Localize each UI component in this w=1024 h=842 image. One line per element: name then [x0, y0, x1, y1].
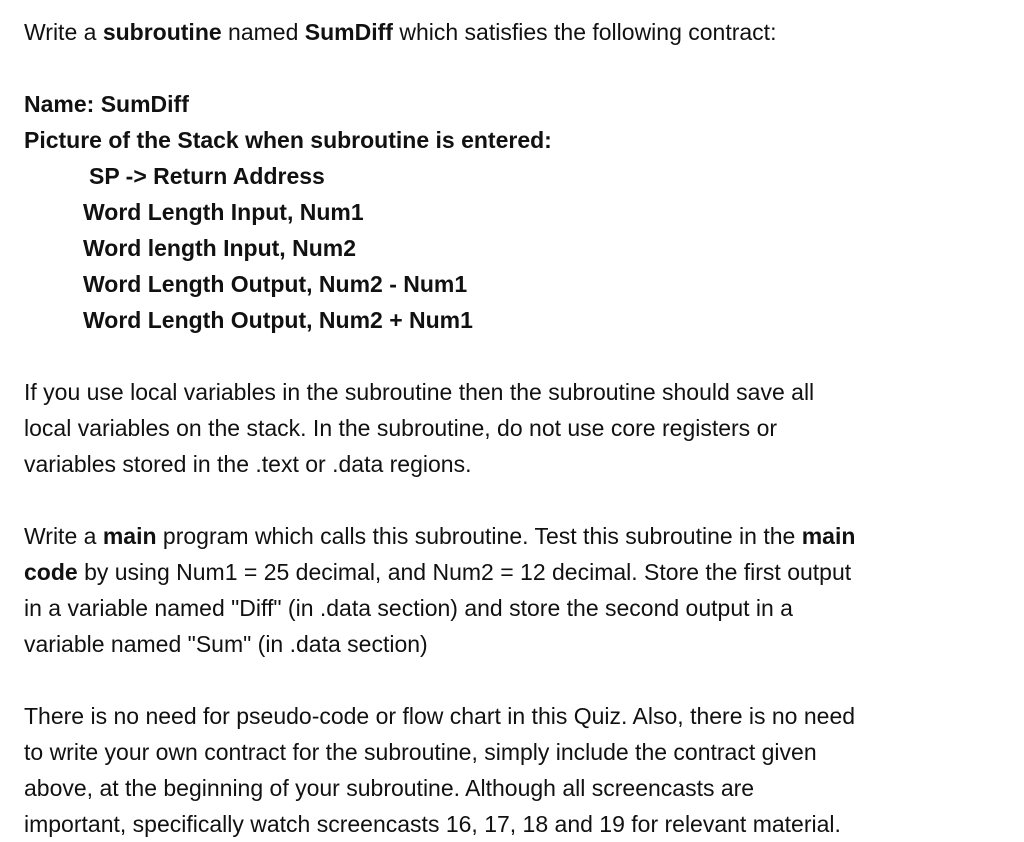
document	[24, 14, 1014, 842]
main-line-1	[24, 518, 1014, 554]
notes-line: There is no need for pseudo-code or flow chart in this Quiz. Also, there is no need	[24, 703, 856, 729]
stack-item-num1: Word Length Input, Num1	[83, 199, 364, 225]
main-bold: code	[24, 559, 78, 585]
locals-line: local variables on the stack. In the subroutine, do not use core registers or	[24, 415, 778, 441]
stack-item-diff: Word Length Output, Num2 - Num1	[83, 271, 468, 297]
notes-line: above, at the beginning of your subroutine. Although all screencasts are	[24, 775, 755, 801]
main-text: by using Num1 = 25 decimal, and Num2 = 12 decimal. Store the first output	[77, 559, 852, 585]
intro-bold-subroutine: subroutine	[102, 19, 222, 45]
notes-line: important, specifically watch screencasts 16, 17, 18 and 19 for relevant material.	[24, 811, 841, 837]
spacer	[24, 338, 1014, 374]
stack-item-num2: Word length Input, Num2	[83, 235, 356, 261]
spacer	[24, 662, 1014, 698]
spacer	[24, 50, 1014, 86]
main-paragraph	[24, 518, 1014, 662]
stack-item-sp: SP -> Return Address	[89, 163, 325, 189]
locals-line: variables stored in the .text or .data regions.	[24, 451, 472, 477]
main-text: Write a	[24, 523, 103, 549]
contract-name: Name: SumDiff	[24, 91, 189, 117]
main-line-4: variable named "Sum" (in .data section)	[24, 631, 428, 657]
intro-text: named	[221, 19, 305, 45]
main-bold: main	[102, 523, 157, 549]
main-line-3: in a variable named "Diff" (in .data section) and store the second output in a	[24, 595, 793, 621]
locals-paragraph	[24, 374, 1014, 482]
main-bold: main	[801, 523, 856, 549]
spacer	[24, 482, 1014, 518]
intro-text: Write a	[24, 19, 103, 45]
stack-heading: Picture of the Stack when subroutine is entered:	[24, 127, 552, 153]
locals-line: If you use local variables in the subroutine then the subroutine should save all	[24, 379, 815, 405]
notes-line: to write your own contract for the subroutine, simply include the contract given	[24, 739, 817, 765]
stack-item-sum: Word Length Output, Num2 + Num1	[83, 307, 473, 333]
main-text: program which calls this subroutine. Test this subroutine in the	[156, 523, 802, 549]
notes-paragraph	[24, 698, 1014, 842]
intro-bold-name: SumDiff	[304, 19, 393, 45]
main-line-2	[24, 554, 1014, 590]
intro-line	[24, 14, 1014, 50]
intro-text: which satisfies the following contract:	[392, 19, 777, 45]
